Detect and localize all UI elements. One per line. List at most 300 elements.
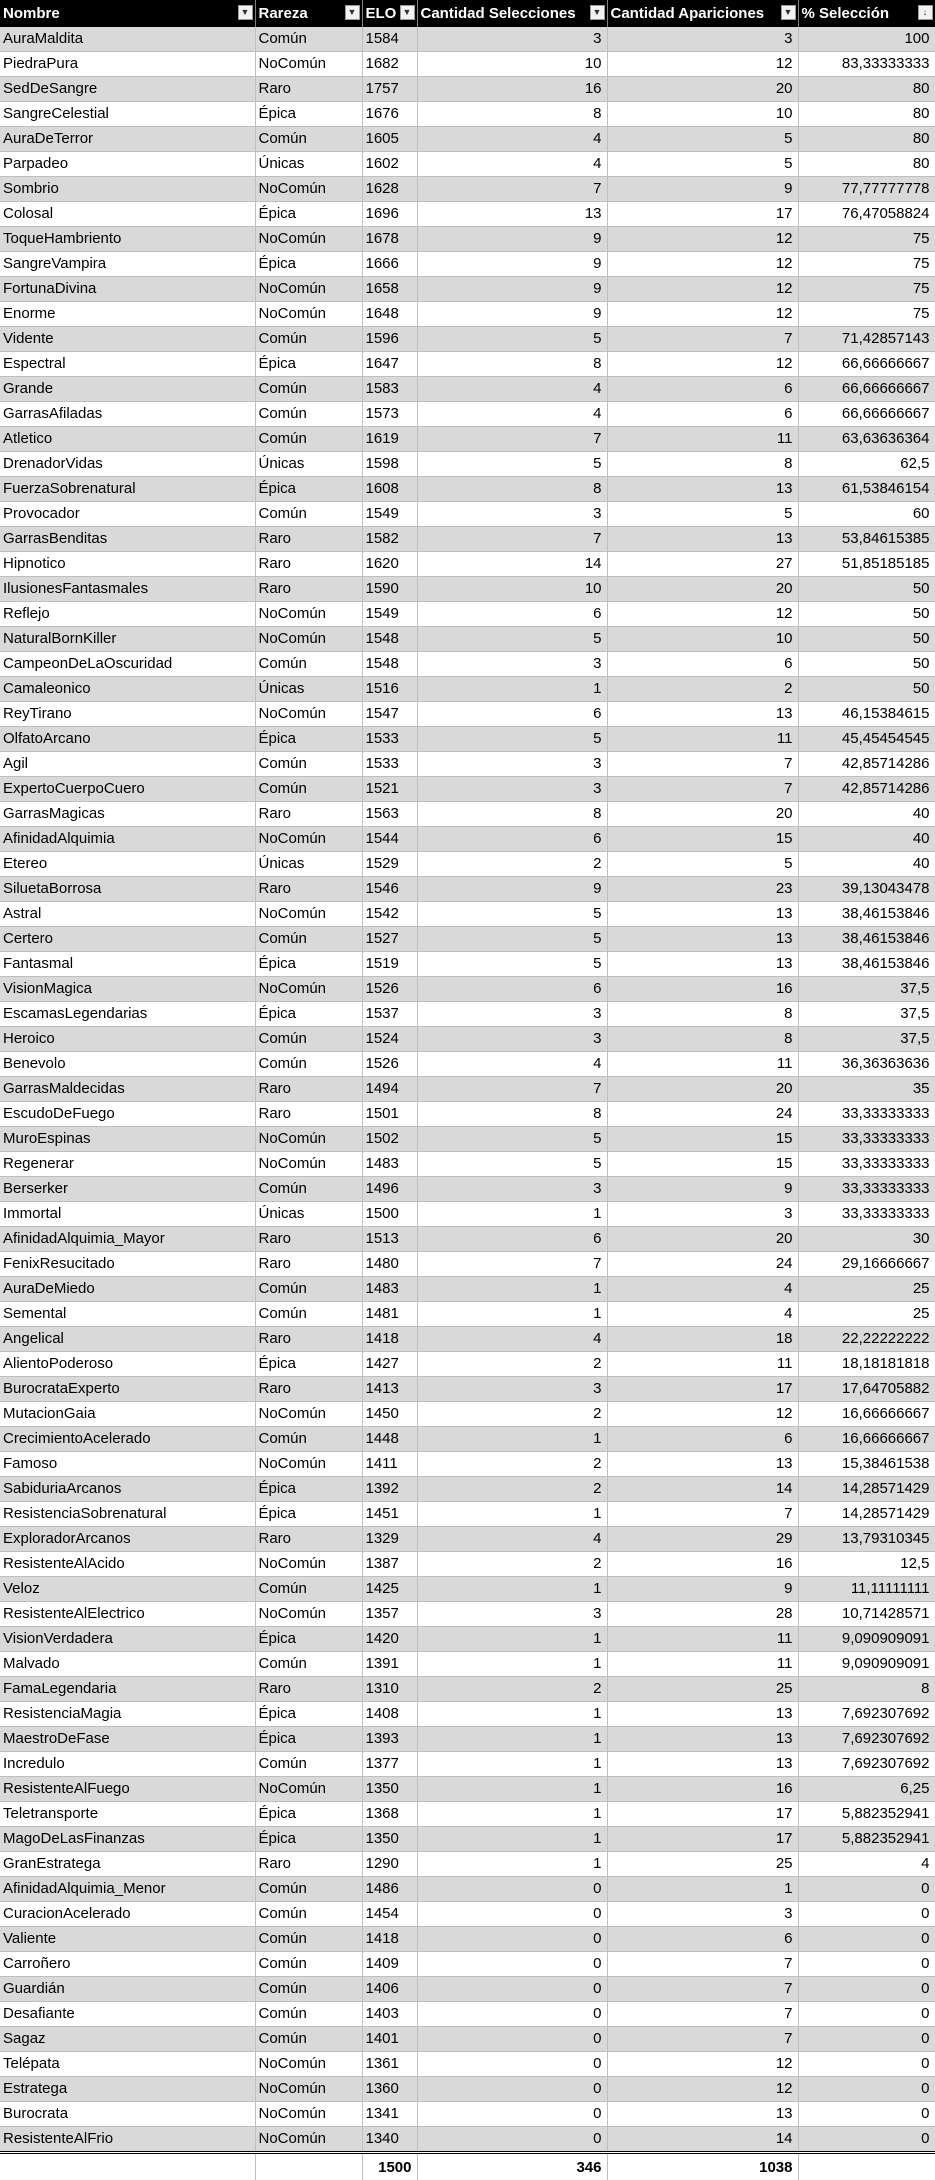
cell-apariciones[interactable]: 13	[607, 1702, 798, 1727]
cell-porcentaje[interactable]: 8	[798, 1677, 935, 1702]
cell-rareza[interactable]: NoComún	[255, 702, 362, 727]
cell-porcentaje[interactable]: 37,5	[798, 1027, 935, 1052]
cell-nombre[interactable]: Benevolo	[0, 1052, 255, 1077]
cell-selecciones[interactable]: 1	[417, 1427, 607, 1452]
cell-porcentaje[interactable]: 7,692307692	[798, 1702, 935, 1727]
cell-nombre[interactable]: BurocrataExperto	[0, 1377, 255, 1402]
cell-porcentaje[interactable]: 9,090909091	[798, 1627, 935, 1652]
cell-selecciones[interactable]: 5	[417, 927, 607, 952]
cell-nombre[interactable]: FenixResucitado	[0, 1252, 255, 1277]
cell-selecciones[interactable]: 1	[417, 1577, 607, 1602]
cell-rareza[interactable]: Común	[255, 652, 362, 677]
cell-apariciones[interactable]: 9	[607, 1177, 798, 1202]
cell-porcentaje[interactable]: 0	[798, 2027, 935, 2052]
cell-nombre[interactable]: AfinidadAlquimia_Mayor	[0, 1227, 255, 1252]
cell-elo[interactable]: 1628	[362, 177, 417, 202]
cell-elo[interactable]: 1406	[362, 1977, 417, 2002]
cell-selecciones[interactable]: 0	[417, 2077, 607, 2102]
cell-elo[interactable]: 1513	[362, 1227, 417, 1252]
cell-rareza[interactable]: Común	[255, 1177, 362, 1202]
cell-apariciones[interactable]: 12	[607, 2077, 798, 2102]
cell-apariciones[interactable]: 17	[607, 202, 798, 227]
cell-porcentaje[interactable]: 5,882352941	[798, 1827, 935, 1852]
cell-nombre[interactable]: ExploradorArcanos	[0, 1527, 255, 1552]
cell-porcentaje[interactable]: 75	[798, 252, 935, 277]
cell-apariciones[interactable]: 24	[607, 1102, 798, 1127]
cell-elo[interactable]: 1573	[362, 402, 417, 427]
cell-nombre[interactable]: NaturalBornKiller	[0, 627, 255, 652]
header-nombre[interactable]: Nombre ▼	[0, 0, 255, 27]
cell-elo[interactable]: 1391	[362, 1652, 417, 1677]
cell-elo[interactable]: 1666	[362, 252, 417, 277]
filter-dropdown-icon[interactable]: ▼	[345, 5, 360, 20]
cell-apariciones[interactable]: 11	[607, 727, 798, 752]
cell-selecciones[interactable]: 2	[417, 1452, 607, 1477]
cell-elo[interactable]: 1537	[362, 1002, 417, 1027]
cell-rareza[interactable]: Épica	[255, 1727, 362, 1752]
cell-nombre[interactable]: Camaleonico	[0, 677, 255, 702]
cell-selecciones[interactable]: 2	[417, 1352, 607, 1377]
cell-rareza[interactable]: NoComún	[255, 902, 362, 927]
cell-selecciones[interactable]: 4	[417, 152, 607, 177]
cell-elo[interactable]: 1486	[362, 1877, 417, 1902]
cell-apariciones[interactable]: 12	[607, 277, 798, 302]
cell-nombre[interactable]: GarrasMaldecidas	[0, 1077, 255, 1102]
cell-porcentaje[interactable]: 13,79310345	[798, 1527, 935, 1552]
cell-apariciones[interactable]: 16	[607, 977, 798, 1002]
cell-rareza[interactable]: Común	[255, 1877, 362, 1902]
cell-apariciones[interactable]: 13	[607, 927, 798, 952]
cell-apariciones[interactable]: 12	[607, 602, 798, 627]
cell-elo[interactable]: 1524	[362, 1027, 417, 1052]
cell-porcentaje[interactable]: 46,15384615	[798, 702, 935, 727]
cell-nombre[interactable]: MuroEspinas	[0, 1127, 255, 1152]
cell-apariciones[interactable]: 6	[607, 1927, 798, 1952]
cell-selecciones[interactable]: 1	[417, 1277, 607, 1302]
cell-porcentaje[interactable]: 75	[798, 227, 935, 252]
cell-nombre[interactable]: Colosal	[0, 202, 255, 227]
cell-selecciones[interactable]: 13	[417, 202, 607, 227]
cell-apariciones[interactable]: 11	[607, 1352, 798, 1377]
cell-nombre[interactable]: SangreVampira	[0, 252, 255, 277]
cell-apariciones[interactable]: 23	[607, 877, 798, 902]
cell-rareza[interactable]: NoComún	[255, 2077, 362, 2102]
filter-dropdown-icon[interactable]: ▼	[781, 5, 796, 20]
cell-elo[interactable]: 1418	[362, 1927, 417, 1952]
cell-elo[interactable]: 1583	[362, 377, 417, 402]
cell-apariciones[interactable]: 11	[607, 1652, 798, 1677]
cell-elo[interactable]: 1350	[362, 1827, 417, 1852]
cell-elo[interactable]: 1598	[362, 452, 417, 477]
cell-selecciones[interactable]: 7	[417, 1252, 607, 1277]
cell-porcentaje[interactable]: 0	[798, 2002, 935, 2027]
cell-nombre[interactable]: FamaLegendaria	[0, 1677, 255, 1702]
cell-apariciones[interactable]: 6	[607, 652, 798, 677]
cell-elo[interactable]: 1290	[362, 1852, 417, 1877]
cell-nombre[interactable]: Semental	[0, 1302, 255, 1327]
cell-rareza[interactable]: Raro	[255, 1102, 362, 1127]
cell-rareza[interactable]: Raro	[255, 1327, 362, 1352]
cell-selecciones[interactable]: 5	[417, 627, 607, 652]
cell-apariciones[interactable]: 24	[607, 1252, 798, 1277]
cell-nombre[interactable]: SangreCelestial	[0, 102, 255, 127]
cell-elo[interactable]: 1403	[362, 2002, 417, 2027]
total-cell[interactable]	[0, 2153, 255, 2180]
cell-apariciones[interactable]: 9	[607, 1577, 798, 1602]
cell-elo[interactable]: 1361	[362, 2052, 417, 2077]
cell-selecciones[interactable]: 6	[417, 1227, 607, 1252]
total-cell[interactable]	[798, 2153, 935, 2180]
cell-apariciones[interactable]: 6	[607, 402, 798, 427]
cell-rareza[interactable]: Épica	[255, 952, 362, 977]
cell-apariciones[interactable]: 4	[607, 1302, 798, 1327]
cell-elo[interactable]: 1682	[362, 52, 417, 77]
cell-nombre[interactable]: ResistenciaMagia	[0, 1702, 255, 1727]
cell-rareza[interactable]: NoComún	[255, 277, 362, 302]
cell-apariciones[interactable]: 12	[607, 352, 798, 377]
cell-selecciones[interactable]: 8	[417, 102, 607, 127]
cell-porcentaje[interactable]: 75	[798, 302, 935, 327]
cell-rareza[interactable]: Común	[255, 1652, 362, 1677]
cell-rareza[interactable]: Raro	[255, 1227, 362, 1252]
cell-porcentaje[interactable]: 10,71428571	[798, 1602, 935, 1627]
cell-elo[interactable]: 1340	[362, 2127, 417, 2153]
cell-elo[interactable]: 1500	[362, 1202, 417, 1227]
cell-nombre[interactable]: Grande	[0, 377, 255, 402]
cell-selecciones[interactable]: 5	[417, 727, 607, 752]
cell-porcentaje[interactable]: 51,85185185	[798, 552, 935, 577]
cell-apariciones[interactable]: 5	[607, 852, 798, 877]
cell-rareza[interactable]: Común	[255, 1277, 362, 1302]
cell-elo[interactable]: 1527	[362, 927, 417, 952]
cell-porcentaje[interactable]: 25	[798, 1277, 935, 1302]
cell-selecciones[interactable]: 1	[417, 1627, 607, 1652]
cell-elo[interactable]: 1549	[362, 502, 417, 527]
cell-rareza[interactable]: NoComún	[255, 227, 362, 252]
cell-rareza[interactable]: Épica	[255, 1002, 362, 1027]
cell-elo[interactable]: 1696	[362, 202, 417, 227]
cell-porcentaje[interactable]: 77,77777778	[798, 177, 935, 202]
cell-elo[interactable]: 1529	[362, 852, 417, 877]
cell-selecciones[interactable]: 4	[417, 1527, 607, 1552]
cell-rareza[interactable]: NoComún	[255, 1152, 362, 1177]
cell-apariciones[interactable]: 3	[607, 1902, 798, 1927]
cell-nombre[interactable]: CrecimientoAcelerado	[0, 1427, 255, 1452]
cell-nombre[interactable]: EscamasLegendarias	[0, 1002, 255, 1027]
cell-elo[interactable]: 1647	[362, 352, 417, 377]
cell-nombre[interactable]: Carroñero	[0, 1952, 255, 1977]
cell-nombre[interactable]: VisionMagica	[0, 977, 255, 1002]
cell-porcentaje[interactable]: 0	[798, 1877, 935, 1902]
cell-porcentaje[interactable]: 63,63636364	[798, 427, 935, 452]
cell-rareza[interactable]: Únicas	[255, 1202, 362, 1227]
cell-rareza[interactable]: Únicas	[255, 452, 362, 477]
cell-nombre[interactable]: FortunaDivina	[0, 277, 255, 302]
cell-nombre[interactable]: IlusionesFantasmales	[0, 577, 255, 602]
cell-elo[interactable]: 1678	[362, 227, 417, 252]
cell-nombre[interactable]: PiedraPura	[0, 52, 255, 77]
cell-rareza[interactable]: Común	[255, 1752, 362, 1777]
total-elo[interactable]: 1500	[362, 2153, 417, 2180]
cell-apariciones[interactable]: 14	[607, 1477, 798, 1502]
cell-apariciones[interactable]: 13	[607, 527, 798, 552]
cell-porcentaje[interactable]: 39,13043478	[798, 877, 935, 902]
cell-porcentaje[interactable]: 29,16666667	[798, 1252, 935, 1277]
cell-porcentaje[interactable]: 60	[798, 502, 935, 527]
cell-rareza[interactable]: Épica	[255, 1802, 362, 1827]
cell-elo[interactable]: 1548	[362, 652, 417, 677]
cell-apariciones[interactable]: 13	[607, 952, 798, 977]
cell-selecciones[interactable]: 7	[417, 427, 607, 452]
cell-selecciones[interactable]: 1	[417, 1702, 607, 1727]
cell-nombre[interactable]: AuraMaldita	[0, 27, 255, 52]
cell-rareza[interactable]: Únicas	[255, 677, 362, 702]
cell-rareza[interactable]: Raro	[255, 1077, 362, 1102]
cell-selecciones[interactable]: 1	[417, 677, 607, 702]
cell-rareza[interactable]: Raro	[255, 552, 362, 577]
cell-elo[interactable]: 1548	[362, 627, 417, 652]
cell-nombre[interactable]: Certero	[0, 927, 255, 952]
cell-nombre[interactable]: Guardián	[0, 1977, 255, 2002]
cell-elo[interactable]: 1526	[362, 977, 417, 1002]
cell-selecciones[interactable]: 4	[417, 377, 607, 402]
cell-apariciones[interactable]: 13	[607, 1752, 798, 1777]
cell-elo[interactable]: 1329	[362, 1527, 417, 1552]
cell-elo[interactable]: 1408	[362, 1702, 417, 1727]
cell-rareza[interactable]: Raro	[255, 802, 362, 827]
cell-rareza[interactable]: NoComún	[255, 1777, 362, 1802]
cell-selecciones[interactable]: 5	[417, 1127, 607, 1152]
cell-elo[interactable]: 1590	[362, 577, 417, 602]
cell-porcentaje[interactable]: 50	[798, 677, 935, 702]
cell-elo[interactable]: 1620	[362, 552, 417, 577]
cell-nombre[interactable]: MagoDeLasFinanzas	[0, 1827, 255, 1852]
cell-rareza[interactable]: NoComún	[255, 2102, 362, 2127]
cell-rareza[interactable]: Común	[255, 927, 362, 952]
cell-apariciones[interactable]: 28	[607, 1602, 798, 1627]
cell-nombre[interactable]: Incredulo	[0, 1752, 255, 1777]
cell-selecciones[interactable]: 7	[417, 527, 607, 552]
cell-elo[interactable]: 1360	[362, 2077, 417, 2102]
cell-nombre[interactable]: Hipnotico	[0, 552, 255, 577]
header-cantidad-selecciones[interactable]: Cantidad Selecciones ▼	[417, 0, 607, 27]
cell-apariciones[interactable]: 3	[607, 1202, 798, 1227]
cell-nombre[interactable]: Sombrio	[0, 177, 255, 202]
cell-apariciones[interactable]: 20	[607, 802, 798, 827]
cell-nombre[interactable]: GarrasBenditas	[0, 527, 255, 552]
cell-elo[interactable]: 1393	[362, 1727, 417, 1752]
cell-nombre[interactable]: EscudoDeFuego	[0, 1102, 255, 1127]
cell-nombre[interactable]: CuracionAcelerado	[0, 1902, 255, 1927]
cell-apariciones[interactable]: 7	[607, 2002, 798, 2027]
cell-rareza[interactable]: Común	[255, 27, 362, 52]
header-rareza[interactable]: Rareza ▼	[255, 0, 362, 27]
cell-selecciones[interactable]: 4	[417, 1052, 607, 1077]
cell-nombre[interactable]: MutacionGaia	[0, 1402, 255, 1427]
cell-elo[interactable]: 1494	[362, 1077, 417, 1102]
cell-elo[interactable]: 1526	[362, 1052, 417, 1077]
cell-nombre[interactable]: Immortal	[0, 1202, 255, 1227]
cell-porcentaje[interactable]: 33,33333333	[798, 1102, 935, 1127]
cell-selecciones[interactable]: 1	[417, 1652, 607, 1677]
cell-elo[interactable]: 1676	[362, 102, 417, 127]
cell-apariciones[interactable]: 12	[607, 252, 798, 277]
cell-nombre[interactable]: Teletransporte	[0, 1802, 255, 1827]
cell-porcentaje[interactable]: 61,53846154	[798, 477, 935, 502]
cell-selecciones[interactable]: 9	[417, 302, 607, 327]
cell-rareza[interactable]: NoComún	[255, 1552, 362, 1577]
cell-rareza[interactable]: Épica	[255, 727, 362, 752]
cell-nombre[interactable]: Enorme	[0, 302, 255, 327]
cell-rareza[interactable]: Común	[255, 1577, 362, 1602]
cell-porcentaje[interactable]: 50	[798, 602, 935, 627]
cell-apariciones[interactable]: 11	[607, 1052, 798, 1077]
cell-rareza[interactable]: Épica	[255, 477, 362, 502]
cell-selecciones[interactable]: 2	[417, 1552, 607, 1577]
cell-nombre[interactable]: CampeonDeLaOscuridad	[0, 652, 255, 677]
cell-selecciones[interactable]: 16	[417, 77, 607, 102]
cell-selecciones[interactable]: 14	[417, 552, 607, 577]
cell-apariciones[interactable]: 29	[607, 1527, 798, 1552]
cell-apariciones[interactable]: 2	[607, 677, 798, 702]
cell-selecciones[interactable]: 9	[417, 877, 607, 902]
cell-elo[interactable]: 1521	[362, 777, 417, 802]
cell-nombre[interactable]: ReyTirano	[0, 702, 255, 727]
cell-elo[interactable]: 1392	[362, 1477, 417, 1502]
cell-selecciones[interactable]: 9	[417, 252, 607, 277]
cell-nombre[interactable]: Telépata	[0, 2052, 255, 2077]
cell-rareza[interactable]: Raro	[255, 77, 362, 102]
cell-porcentaje[interactable]: 6,25	[798, 1777, 935, 1802]
cell-selecciones[interactable]: 5	[417, 327, 607, 352]
cell-apariciones[interactable]: 10	[607, 102, 798, 127]
cell-porcentaje[interactable]: 50	[798, 627, 935, 652]
cell-rareza[interactable]: NoComún	[255, 627, 362, 652]
cell-rareza[interactable]: Común	[255, 2002, 362, 2027]
cell-rareza[interactable]: Común	[255, 127, 362, 152]
total-cell[interactable]	[255, 2153, 362, 2180]
cell-nombre[interactable]: SedDeSangre	[0, 77, 255, 102]
cell-elo[interactable]: 1605	[362, 127, 417, 152]
cell-apariciones[interactable]: 15	[607, 1152, 798, 1177]
cell-porcentaje[interactable]: 42,85714286	[798, 752, 935, 777]
cell-nombre[interactable]: AuraDeTerror	[0, 127, 255, 152]
cell-nombre[interactable]: FuerzaSobrenatural	[0, 477, 255, 502]
cell-porcentaje[interactable]: 80	[798, 77, 935, 102]
cell-apariciones[interactable]: 18	[607, 1327, 798, 1352]
cell-nombre[interactable]: AuraDeMiedo	[0, 1277, 255, 1302]
cell-apariciones[interactable]: 16	[607, 1552, 798, 1577]
cell-nombre[interactable]: Burocrata	[0, 2102, 255, 2127]
header-elo[interactable]: ELO ▼	[362, 0, 417, 27]
cell-apariciones[interactable]: 12	[607, 2052, 798, 2077]
cell-nombre[interactable]: GranEstratega	[0, 1852, 255, 1877]
cell-selecciones[interactable]: 8	[417, 802, 607, 827]
cell-elo[interactable]: 1596	[362, 327, 417, 352]
cell-rareza[interactable]: Épica	[255, 1702, 362, 1727]
cell-selecciones[interactable]: 10	[417, 577, 607, 602]
cell-nombre[interactable]: Etereo	[0, 852, 255, 877]
cell-selecciones[interactable]: 8	[417, 352, 607, 377]
cell-selecciones[interactable]: 3	[417, 652, 607, 677]
cell-selecciones[interactable]: 3	[417, 752, 607, 777]
cell-apariciones[interactable]: 7	[607, 1952, 798, 1977]
cell-porcentaje[interactable]: 7,692307692	[798, 1752, 935, 1777]
cell-porcentaje[interactable]: 80	[798, 102, 935, 127]
cell-porcentaje[interactable]: 40	[798, 827, 935, 852]
cell-selecciones[interactable]: 0	[417, 1902, 607, 1927]
cell-elo[interactable]: 1542	[362, 902, 417, 927]
cell-selecciones[interactable]: 0	[417, 1977, 607, 2002]
cell-selecciones[interactable]: 3	[417, 1377, 607, 1402]
cell-porcentaje[interactable]: 53,84615385	[798, 527, 935, 552]
cell-rareza[interactable]: Común	[255, 1902, 362, 1927]
total-selecciones[interactable]: 346	[417, 2153, 607, 2180]
filter-dropdown-icon[interactable]: ▼	[590, 5, 605, 20]
cell-apariciones[interactable]: 12	[607, 52, 798, 77]
cell-porcentaje[interactable]: 22,22222222	[798, 1327, 935, 1352]
cell-apariciones[interactable]: 10	[607, 627, 798, 652]
cell-porcentaje[interactable]: 42,85714286	[798, 777, 935, 802]
cell-nombre[interactable]: AfinidadAlquimia	[0, 827, 255, 852]
cell-elo[interactable]: 1582	[362, 527, 417, 552]
cell-apariciones[interactable]: 13	[607, 1727, 798, 1752]
cell-porcentaje[interactable]: 0	[798, 2127, 935, 2153]
cell-selecciones[interactable]: 1	[417, 1202, 607, 1227]
cell-selecciones[interactable]: 3	[417, 1177, 607, 1202]
cell-elo[interactable]: 1584	[362, 27, 417, 52]
cell-selecciones[interactable]: 5	[417, 952, 607, 977]
cell-selecciones[interactable]: 3	[417, 777, 607, 802]
cell-elo[interactable]: 1448	[362, 1427, 417, 1452]
cell-elo[interactable]: 1516	[362, 677, 417, 702]
cell-nombre[interactable]: Provocador	[0, 502, 255, 527]
filter-dropdown-icon[interactable]: ▼	[400, 5, 415, 20]
cell-apariciones[interactable]: 20	[607, 77, 798, 102]
cell-porcentaje[interactable]: 75	[798, 277, 935, 302]
cell-selecciones[interactable]: 5	[417, 452, 607, 477]
cell-apariciones[interactable]: 6	[607, 377, 798, 402]
cell-selecciones[interactable]: 0	[417, 1927, 607, 1952]
cell-apariciones[interactable]: 13	[607, 702, 798, 727]
cell-selecciones[interactable]: 1	[417, 1852, 607, 1877]
cell-selecciones[interactable]: 0	[417, 2127, 607, 2153]
cell-porcentaje[interactable]: 80	[798, 152, 935, 177]
filter-dropdown-icon[interactable]: ▼	[238, 5, 253, 20]
cell-apariciones[interactable]: 17	[607, 1377, 798, 1402]
cell-porcentaje[interactable]: 0	[798, 1977, 935, 2002]
cell-selecciones[interactable]: 5	[417, 902, 607, 927]
cell-rareza[interactable]: Únicas	[255, 152, 362, 177]
cell-rareza[interactable]: Raro	[255, 877, 362, 902]
cell-elo[interactable]: 1757	[362, 77, 417, 102]
cell-elo[interactable]: 1483	[362, 1152, 417, 1177]
cell-nombre[interactable]: GarrasMagicas	[0, 802, 255, 827]
cell-nombre[interactable]: SiluetaBorrosa	[0, 877, 255, 902]
cell-porcentaje[interactable]: 18,18181818	[798, 1352, 935, 1377]
cell-elo[interactable]: 1377	[362, 1752, 417, 1777]
cell-apariciones[interactable]: 17	[607, 1802, 798, 1827]
cell-nombre[interactable]: Agil	[0, 752, 255, 777]
cell-apariciones[interactable]: 13	[607, 1452, 798, 1477]
total-apariciones[interactable]: 1038	[607, 2153, 798, 2180]
cell-rareza[interactable]: Común	[255, 327, 362, 352]
cell-rareza[interactable]: NoComún	[255, 1602, 362, 1627]
cell-rareza[interactable]: Común	[255, 1302, 362, 1327]
cell-elo[interactable]: 1501	[362, 1102, 417, 1127]
header-porcentaje-seleccion[interactable]: % Selección ↓	[798, 0, 935, 27]
cell-porcentaje[interactable]: 37,5	[798, 977, 935, 1002]
